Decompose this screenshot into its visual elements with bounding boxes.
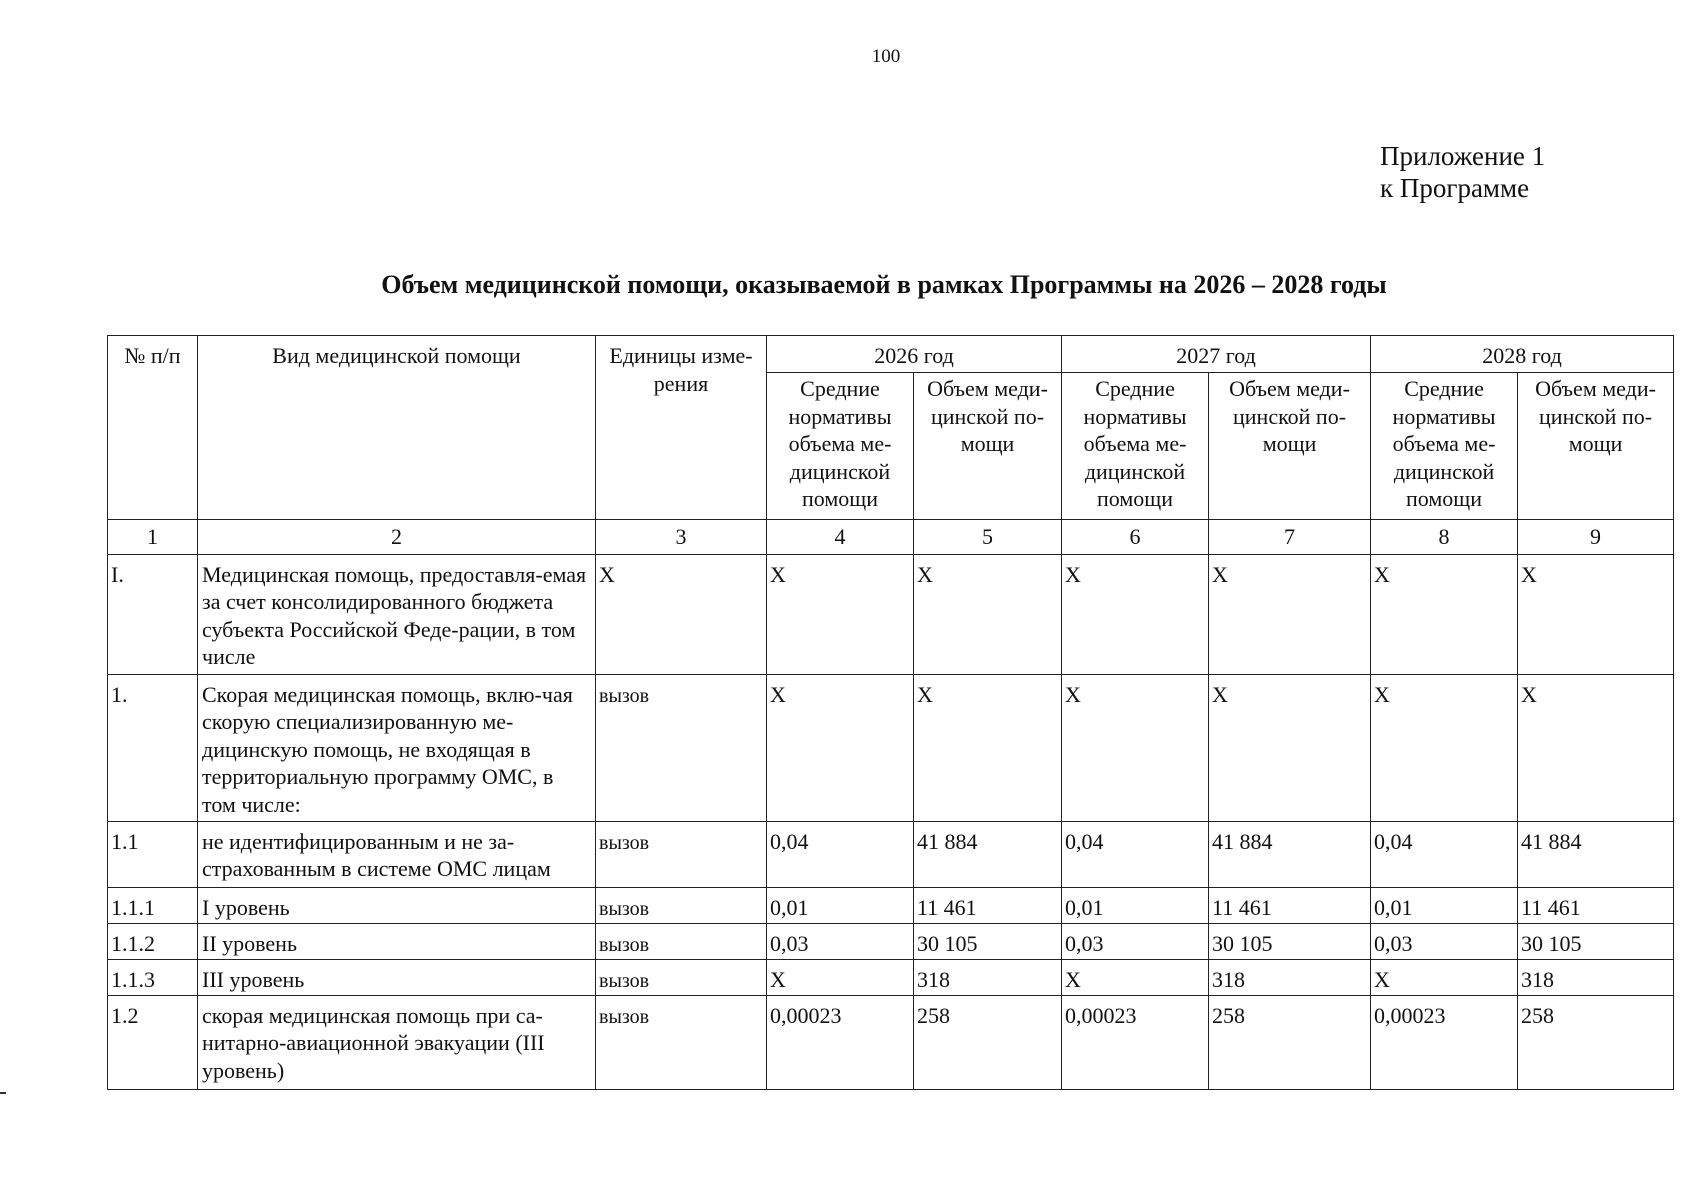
header-volume-2026: Объем меди-цинской по-мощи (914, 373, 1062, 520)
norm-2027: 0,03 (1062, 923, 1209, 959)
norm-2028: 0,03 (1371, 923, 1518, 959)
header-norm-2027: Средние нормативы объема ме-дицинской помощи (1062, 373, 1209, 520)
volume-2027: 41 884 (1209, 821, 1371, 887)
volume-2028: 258 (1518, 995, 1674, 1089)
header-volume-2028: Объем меди-цинской по-мощи (1518, 373, 1674, 520)
column-number: 5 (914, 520, 1062, 555)
row-num: 1.1.1 (108, 887, 198, 923)
norm-2026: X (767, 959, 914, 995)
header-year-2028: 2028 год (1371, 336, 1674, 373)
row-unit: вызов (596, 995, 767, 1089)
row-unit: вызов (596, 821, 767, 887)
row-unit: вызов (596, 887, 767, 923)
column-number: 6 (1062, 520, 1209, 555)
norm-2028: X (1371, 554, 1518, 674)
row-unit: вызов (596, 923, 767, 959)
row-description: II уровень (198, 923, 596, 959)
row-description: Скорая медицинская помощь, вклю-чая скорую специализированную ме-дицинскую помощь, не входящая в территориальную программу ОМС, в том числе: (198, 674, 596, 821)
row-description: Медицинская помощь, предоставля-емая за счет консолидированного бюджета субъекта Российской Феде-рации, в том числе (198, 554, 596, 674)
medical-care-volume-table (107, 335, 1674, 1090)
volume-2026: 318 (914, 959, 1062, 995)
volume-2028: 318 (1518, 959, 1674, 995)
table-row (108, 959, 1674, 995)
volume-2026: 41 884 (914, 821, 1062, 887)
norm-2028: 0,00023 (1371, 995, 1518, 1089)
norm-2027: 0,01 (1062, 887, 1209, 923)
row-description: III уровень (198, 959, 596, 995)
norm-2027: X (1062, 554, 1209, 674)
appendix-note (1380, 140, 1545, 205)
norm-2027: X (1062, 959, 1209, 995)
volume-2026: X (914, 674, 1062, 821)
norm-2028: 0,04 (1371, 821, 1518, 887)
appendix-line-2: к Программе (1380, 173, 1530, 204)
volume-2026: 11 461 (914, 887, 1062, 923)
volume-2026: X (914, 554, 1062, 674)
norm-2027: 0,00023 (1062, 995, 1209, 1089)
header-care-type: Вид медицинской помощи (198, 336, 596, 520)
margin-mark (0, 1092, 6, 1094)
table-row (108, 887, 1674, 923)
header-volume-2027: Объем меди-цинской по-мощи (1209, 373, 1371, 520)
column-number: 3 (596, 520, 767, 555)
table-row (108, 554, 1674, 674)
column-number: 4 (767, 520, 914, 555)
table-header (108, 336, 1674, 520)
volume-2027: X (1209, 554, 1371, 674)
column-numbers-row (108, 520, 1674, 555)
row-num: 1.2 (108, 995, 198, 1089)
table-body (108, 554, 1674, 1089)
table-row (108, 821, 1674, 887)
table-row (108, 995, 1674, 1089)
column-number: 7 (1209, 520, 1371, 555)
column-number: 1 (108, 520, 198, 555)
row-unit: X (596, 554, 767, 674)
volume-2028: 11 461 (1518, 887, 1674, 923)
document-title: Объем медицинской помощи, оказываемой в рамках Программы на 2026 – 2028 годы (381, 270, 1387, 299)
column-number: 8 (1371, 520, 1518, 555)
volume-2028: X (1518, 674, 1674, 821)
norm-2026: 0,03 (767, 923, 914, 959)
volume-2027: 11 461 (1209, 887, 1371, 923)
header-norm-2026: Средние нормативы объема ме-дицинской помощи (767, 373, 914, 520)
volume-2028: 30 105 (1518, 923, 1674, 959)
row-num: 1.1 (108, 821, 198, 887)
norm-2028: 0,01 (1371, 887, 1518, 923)
row-num: 1.1.3 (108, 959, 198, 995)
appendix-line-1: Приложение 1 (1380, 141, 1546, 171)
volume-2028: X (1518, 554, 1674, 674)
row-num: 1. (108, 674, 198, 821)
volume-2028: 41 884 (1518, 821, 1674, 887)
norm-2026: X (767, 674, 914, 821)
row-unit: вызов (596, 959, 767, 995)
norm-2027: 0,04 (1062, 821, 1209, 887)
header-num: № п/п (108, 336, 198, 520)
norm-2026: 0,04 (767, 821, 914, 887)
norm-2026: 0,01 (767, 887, 914, 923)
column-number: 9 (1518, 520, 1674, 555)
header-unit: Единицы изме-рения (596, 336, 767, 520)
norm-2028: X (1371, 674, 1518, 821)
volume-2026: 258 (914, 995, 1062, 1089)
volume-2027: X (1209, 674, 1371, 821)
table-row (108, 674, 1674, 821)
row-num: I. (108, 554, 198, 674)
row-description: I уровень (198, 887, 596, 923)
header-norm-2028: Средние нормативы объема ме-дицинской помощи (1371, 373, 1518, 520)
volume-2027: 30 105 (1209, 923, 1371, 959)
norm-2028: X (1371, 959, 1518, 995)
row-num: 1.1.2 (108, 923, 198, 959)
row-description: не идентифицированным и не за-страхованным в системе ОМС лицам (198, 821, 596, 887)
page-number: 100 (871, 46, 901, 67)
header-year-2027: 2027 год (1062, 336, 1371, 373)
volume-2027: 318 (1209, 959, 1371, 995)
norm-2026: 0,00023 (767, 995, 914, 1089)
volume-2026: 30 105 (914, 923, 1062, 959)
norm-2026: X (767, 554, 914, 674)
volume-2027: 258 (1209, 995, 1371, 1089)
header-year-2026: 2026 год (767, 336, 1062, 373)
row-unit: вызов (596, 674, 767, 821)
norm-2027: X (1062, 674, 1209, 821)
table-row (108, 923, 1674, 959)
row-description: скорая медицинская помощь при са-нитарно-авиационной эвакуации (III уровень) (198, 995, 596, 1089)
column-number: 2 (198, 520, 596, 555)
